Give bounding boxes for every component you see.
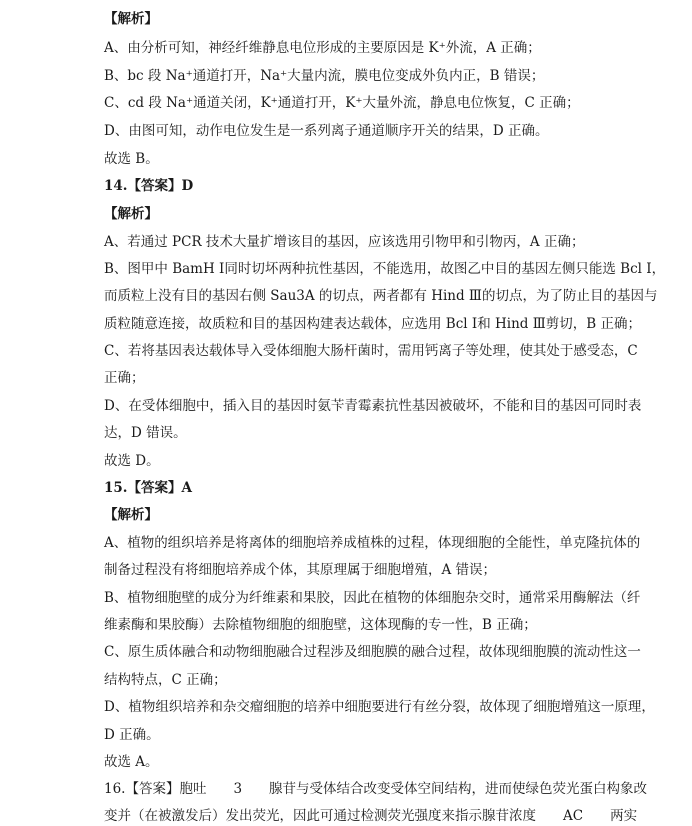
conclusion-line: 故选 D。 xyxy=(104,453,160,469)
analysis-heading: 【解析】 xyxy=(104,206,158,222)
text-line: C、原生质体融合和动物细胞融合过程涉及细胞膜的融合过程，故体现细胞膜的流动性这一 xyxy=(104,644,641,660)
text-line: D 正确。 xyxy=(104,727,160,743)
text-line: D、植物组织培养和杂交瘤细胞的培养中细胞要进行有丝分裂，故体现了细胞增殖这一原理， xyxy=(104,699,655,715)
answer-line-16: 16.【答案】胞吐 3 腺苷与受体结合改变受体空间结构，进而使绿色荧光蛋白构象改 xyxy=(104,781,648,797)
text-line: 而质粒上没有目的基因右侧 Sau3A 的切点，两者都有 Hind Ⅲ的切点，为了防止目的基因与 xyxy=(104,288,658,304)
answer-heading-14: 14.【答案】D xyxy=(104,178,194,194)
analysis-heading: 【解析】 xyxy=(104,507,158,523)
text-line: B、植物细胞壁的成分为纤维素和果胶，因此在植物的体细胞杂交时，通常采用酶解法（纤 xyxy=(104,590,641,606)
text-line: 变并（在被激发后）发出荧光，因此可通过检测荧光强度来指示腺苷浓度 AC 两实 xyxy=(104,808,638,824)
text-line: 维素酶和果胶酶）去除植物细胞的细胞壁，这体现酶的专一性，B 正确； xyxy=(104,617,537,633)
text-line: D、在受体细胞中，插入目的基因时氨苄青霉素抗性基因被破坏，不能和目的基因可同时表 xyxy=(104,398,642,414)
text-line: A、若通过 PCR 技术大量扩增该目的基因，应该选用引物甲和引物丙，A 正确； xyxy=(104,234,585,250)
answer-heading-15: 15.【答案】A xyxy=(104,480,192,496)
text-line: 达，D 错误。 xyxy=(104,425,187,441)
text-line: 制备过程没有将细胞培养成个体，其原理属于细胞增殖，A 错误； xyxy=(104,562,497,578)
text-line: 结构特点，C 正确； xyxy=(104,672,227,688)
text-line: B、bc 段 Na⁺通道打开，Na⁺大量内流，膜电位变成外负内正，B 错误； xyxy=(104,68,545,84)
text-line: A、由分析可知，神经纤维静息电位形成的主要原因是 K⁺外流，A 正确； xyxy=(104,40,541,56)
text-line: C、若将基因表达载体导入受体细胞大肠杆菌时，需用钙离子等处理，使其处于感受态，C xyxy=(104,343,638,359)
text-line: D、由图可知，动作电位发生是一系列离子通道顺序开关的结果，D 正确。 xyxy=(104,123,549,139)
text-line: B、图甲中 BamH Ⅰ同时切坏两种抗性基因，不能选用，故图乙中目的基因左侧只能选 Bcl Ⅰ， xyxy=(104,261,666,277)
conclusion-line: 故选 A。 xyxy=(104,754,159,770)
analysis-heading: 【解析】 xyxy=(104,11,158,27)
text-line: A、植物的组织培养是将离体的细胞培养成植株的过程，体现细胞的全能性，单克隆抗体的 xyxy=(104,535,641,551)
text-line: 正确； xyxy=(104,370,145,386)
conclusion-line: 故选 B。 xyxy=(104,151,159,167)
text-line: C、cd 段 Na⁺通道关闭，K⁺通道打开，K⁺大量外流，静息电位恢复，C 正确； xyxy=(104,95,580,111)
text-line: 质粒随意连接，故质粒和目的基因构建表达载体，应选用 Bcl Ⅰ和 Hind Ⅲ剪切，B 正确； xyxy=(104,316,641,332)
